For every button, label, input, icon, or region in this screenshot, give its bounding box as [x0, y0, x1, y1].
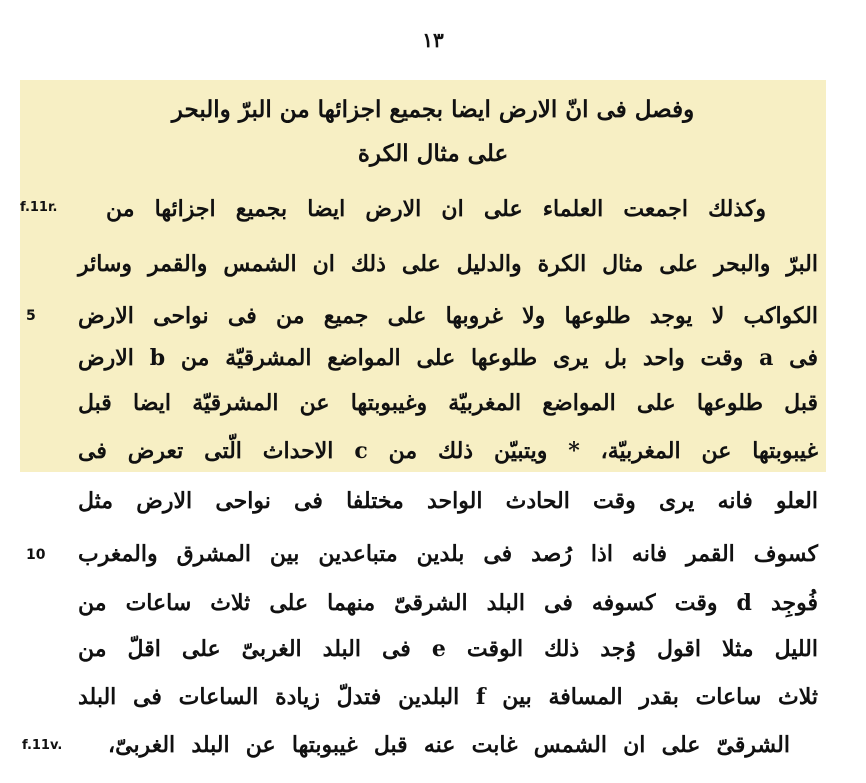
text-line-12: الشرقىّ على ان الشمس غابت عنه قبل غيبوبتها عن البلد الغربىّ، [108, 732, 790, 758]
section-heading-line-1: وفصل فى انّ الارض ايضا بجميع اجزائها من البرّ والبحر [171, 96, 695, 123]
line-number-5: 5 [26, 308, 36, 324]
folio-marker-recto: f.11r. [20, 200, 58, 215]
text-line-5: قبل طلوعها على المواضع المغربيّة وغيبوبتها عن المشرقيّة ايضا قبل [78, 390, 818, 416]
section-heading-line-2: على مثال الكرة [357, 140, 509, 167]
text-line-4: فى a وقت واحد بل يرى طلوعها على المواضع المشرقيّة من b الارض [78, 345, 819, 371]
text-line-2: البرّ والبحر على مثال الكرة والدليل على ذلك ان الشمس والقمر وسائر [78, 251, 818, 277]
text-line-1: وكذلك اجمعت العلماء على ان الارض ايضا بجميع اجزائها من [106, 196, 766, 222]
text-line-3: الكواكب لا يوجد طلوعها ولا غروبها على جميع من فى نواحى الارض [78, 303, 818, 329]
line-number-10: 10 [26, 547, 46, 563]
text-line-8: كسوف القمر فانه اذا رُصد فى بلدين متباعدين بين المشرق والمغرب [78, 541, 818, 567]
text-line-6: غيبوبتها عن المغربيّة، * ويتبيّن ذلك من c الاحداث الّتى تعرض فى [78, 438, 819, 464]
folio-marker-verso: f.11v. [22, 738, 63, 753]
text-line-10: الليل مثلا اقول وُجد ذلك الوقت e فى البلد الغربىّ على اقلّ من [78, 636, 818, 662]
page-number: ١٣ [422, 28, 444, 52]
text-line-9: فُوجِد d وقت كسوفه فى البلد الشرقىّ منهما على ثلاث ساعات من [78, 590, 818, 616]
text-line-7: العلو فانه يرى وقت الحادث الواحد مختلفا فى نواحى الارض مثل [78, 488, 818, 514]
text-line-11: ثلاث ساعات بقدر المسافة بين f البلدين فتدلّ زيادة الساعات فى البلد [78, 684, 818, 710]
